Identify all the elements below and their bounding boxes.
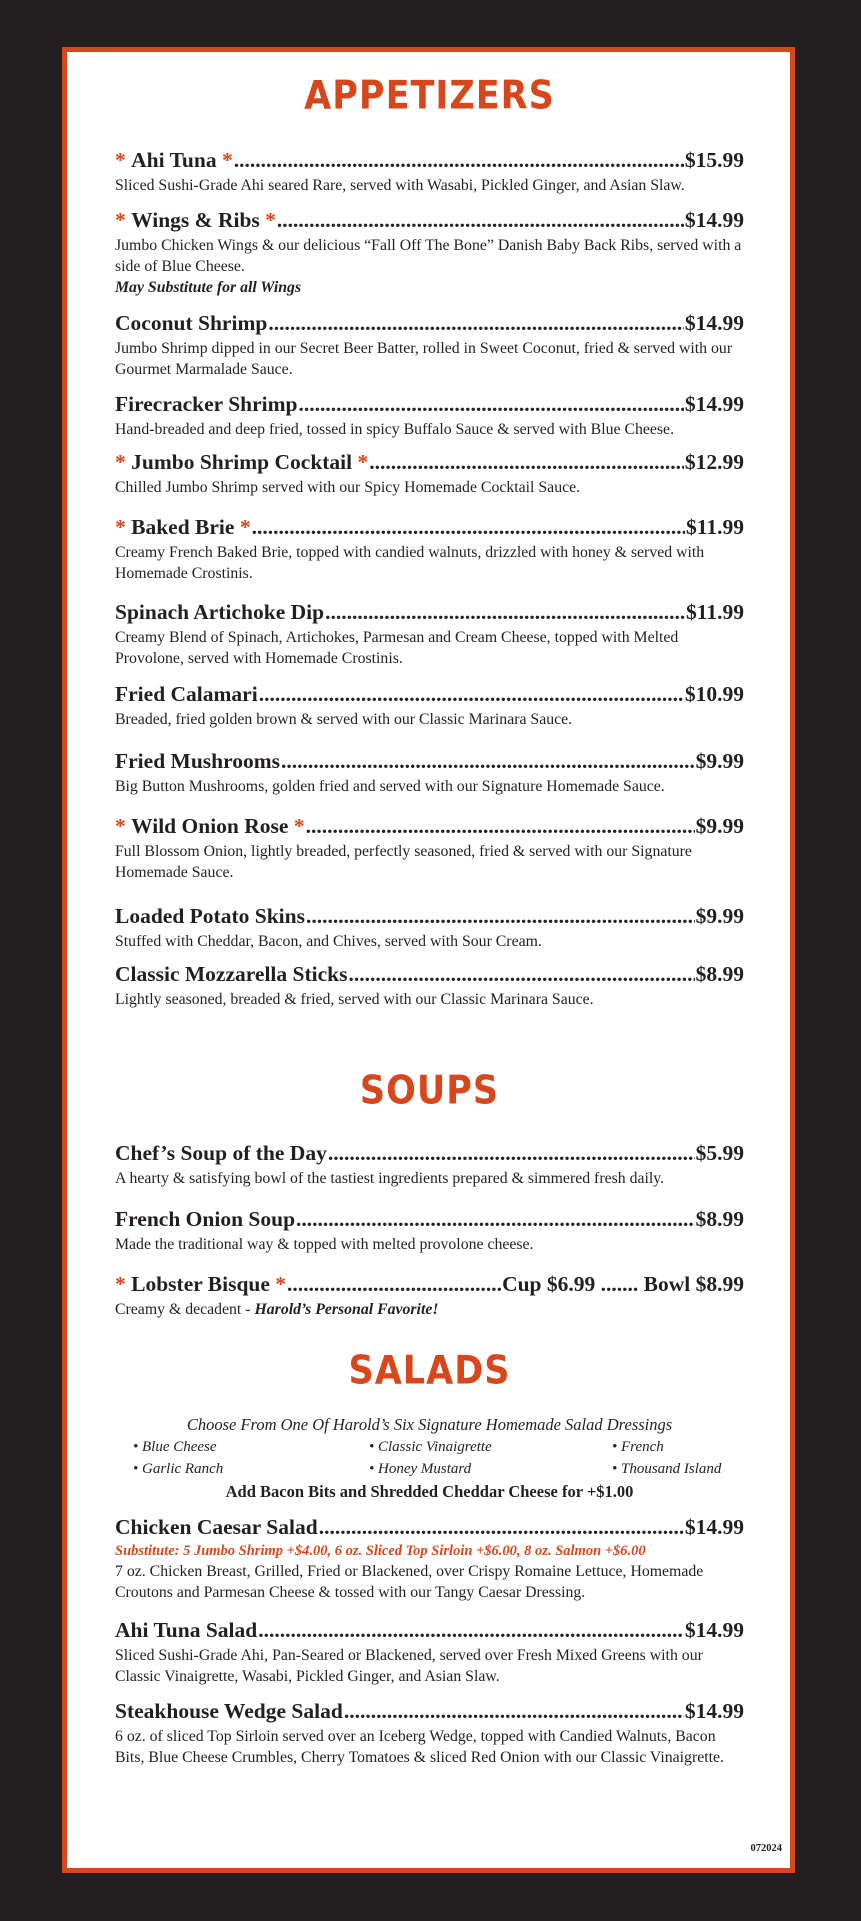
item-name: Chicken Caesar Salad	[115, 1515, 318, 1539]
item-name: Wild Onion Rose	[131, 814, 289, 838]
item-name: Lobster Bisque	[131, 1272, 270, 1296]
item-name: Fried Calamari	[115, 682, 258, 706]
dressing-option: • Honey Mustard	[369, 1461, 472, 1477]
item-description: Creamy Blend of Spinach, Artichokes, Parmesan and Cream Cheese, topped with Melted Provolone, served with Homemade Crostinis.	[115, 629, 679, 667]
menu-item-spinach-artichoke-dip	[115, 600, 744, 669]
item-description: Big Button Mushrooms, golden fried and served with our Signature Homemade Sauce.	[115, 778, 665, 795]
dot-leader	[287, 1272, 501, 1297]
item-price: $14.99	[684, 208, 744, 232]
menu-page	[62, 47, 795, 1873]
item-price: $14.99	[684, 1699, 744, 1723]
item-description-text: Creamy & decadent -	[115, 1301, 255, 1318]
menu-item-jumbo-shrimp-cocktail	[115, 450, 744, 498]
item-description-highlight: Harold’s Personal Favorite!	[254, 1301, 439, 1318]
item-description: Creamy French Baked Brie, topped with candied walnuts, drizzled with honey & served with Homemade Crostinis.	[115, 544, 705, 582]
item-description	[115, 1299, 744, 1320]
menu-item-steakhouse-wedge-salad	[115, 1699, 744, 1768]
item-description: Lightly seasoned, breaded & fried, served with our Classic Marinara Sauce.	[115, 991, 594, 1008]
dressings-list	[115, 1436, 744, 1480]
item-description: Chilled Jumbo Shrimp served with our Spicy Homemade Cocktail Sauce.	[115, 479, 581, 496]
item-name: Jumbo Shrimp Cocktail	[131, 450, 353, 474]
item-substitute-note: Substitute: 5 Jumbo Shrimp +$4.00, 6 oz. Sliced Top Sirloin +$6.00, 8 oz. Salmon +$6.00	[115, 1543, 646, 1559]
item-description: Full Blossom Onion, lightly breaded, perfectly seasoned, fried & served with our Signature Homemade Sauce.	[115, 843, 692, 881]
dot-leader-short: .......	[600, 1272, 639, 1296]
item-name: French Onion Soup	[115, 1207, 296, 1231]
menu-item-baked-brie	[115, 515, 744, 584]
item-price: $14.99	[684, 1515, 744, 1539]
menu-item-fried-mushrooms	[115, 749, 744, 797]
menu-item-ahi-tuna	[115, 148, 744, 196]
dot-leader	[277, 208, 684, 233]
dot-leader	[306, 904, 695, 929]
item-description: 6 oz. of sliced Top Sirloin served over an Iceberg Wedge, topped with Candied Walnuts, Bacon Bits, Blue Cheese Crumbles, Cherry Tomatoes & sliced Red Onion with our Classic Vinaigrette.	[115, 1728, 724, 1766]
dot-leader	[299, 392, 684, 417]
dot-leader	[258, 1618, 684, 1643]
signature-star-icon: *	[239, 515, 251, 539]
item-price: $14.99	[684, 392, 744, 416]
signature-star-icon: *	[115, 814, 126, 838]
signature-star-icon: *	[115, 1272, 126, 1296]
dot-leader	[306, 814, 695, 839]
dressings-heading: Choose From One Of Harold’s Six Signature Homemade Salad Dressings	[186, 1415, 673, 1434]
menu-item-mozzarella-sticks	[115, 962, 744, 1010]
item-description: Hand-breaded and deep fried, tossed in spicy Buffalo Sauce & served with Blue Cheese.	[115, 421, 675, 438]
item-price: $15.99	[684, 148, 744, 172]
signature-star-icon: *	[115, 515, 126, 539]
item-description: 7 oz. Chicken Breast, Grilled, Fried or Blackened, over Crispy Romaine Lettuce, Homemade Croutons and Parmesan Cheese & tossed with our Tangy Caesar Dressing.	[115, 1563, 704, 1601]
item-price: $14.99	[684, 311, 744, 335]
item-note: May Substitute for all Wings	[115, 279, 302, 296]
signature-star-icon: *	[221, 148, 233, 172]
menu-item-coconut-shrimp	[115, 311, 744, 380]
item-name: Wings & Ribs	[131, 208, 260, 232]
item-name: Ahi Tuna	[131, 148, 217, 172]
dot-leader	[328, 1141, 695, 1166]
item-price: $8.99	[695, 962, 744, 986]
menu-code: 072024	[750, 1843, 782, 1854]
dot-leader	[344, 1699, 684, 1724]
dressing-option: • Classic Vinaigrette	[369, 1439, 492, 1455]
item-description: A hearty & satisfying bowl of the tastiest ingredients prepared & simmered fresh daily.	[115, 1170, 665, 1187]
section-title-appetizers: APPETIZERS	[304, 74, 555, 119]
item-description: Breaded, fried golden brown & served with our Classic Marinara Sauce.	[115, 711, 573, 728]
item-price: $10.99	[684, 682, 744, 706]
menu-item-french-onion-soup	[115, 1207, 744, 1255]
section-title-salads: SALADS	[348, 1349, 511, 1394]
item-name: Fried Mushrooms	[115, 749, 281, 773]
dot-leader	[281, 749, 695, 774]
menu-item-firecracker-shrimp	[115, 392, 744, 440]
item-price: $8.99	[695, 1207, 744, 1231]
menu-item-chicken-caesar-salad	[115, 1515, 744, 1603]
dressing-option: • Garlic Ranch	[133, 1461, 224, 1477]
menu-item-fried-calamari	[115, 682, 744, 730]
dot-leader	[369, 450, 684, 475]
item-name: Coconut Shrimp	[115, 311, 268, 335]
dot-leader	[348, 962, 694, 987]
dressing-option: • French	[612, 1439, 664, 1455]
signature-star-icon: *	[115, 148, 126, 172]
item-price-cup: Cup $6.99	[502, 1272, 596, 1296]
item-name: Chef’s Soup of the Day	[115, 1141, 327, 1165]
dot-leader	[319, 1515, 684, 1540]
dot-leader	[325, 600, 685, 625]
dressing-option: • Blue Cheese	[133, 1439, 217, 1455]
item-price: $5.99	[695, 1141, 744, 1165]
item-price-bowl: Bowl $8.99	[643, 1272, 744, 1296]
item-name: Ahi Tuna Salad	[115, 1618, 258, 1642]
signature-star-icon: *	[265, 208, 276, 232]
item-price: $11.99	[686, 515, 744, 539]
item-price: $9.99	[695, 904, 744, 928]
menu-item-wings-ribs	[115, 208, 744, 298]
item-description: Stuffed with Cheddar, Bacon, and Chives, served with Sour Cream.	[115, 933, 542, 950]
item-name: Classic Mozzarella Sticks	[115, 962, 348, 986]
menu-item-wild-onion-rose	[115, 814, 744, 883]
dressings-addon: Add Bacon Bits and Shredded Cheddar Cheese for +$1.00	[225, 1482, 634, 1501]
dressing-option: • Thousand Island	[612, 1461, 722, 1477]
item-name: Spinach Artichoke Dip	[115, 600, 325, 624]
item-description: Sliced Sushi-Grade Ahi, Pan-Seared or Blackened, served over Fresh Mixed Greens with our Classic Vinaigrette, Wasabi, Pickled Ginger, and Asian Slaw.	[115, 1647, 703, 1685]
dot-leader	[259, 682, 684, 707]
item-price: $9.99	[695, 814, 744, 838]
section-title-soups: SOUPS	[359, 1069, 500, 1114]
dot-leader	[296, 1207, 695, 1232]
item-name: Loaded Potato Skins	[115, 904, 305, 928]
menu-item-soup-of-the-day	[115, 1141, 744, 1189]
item-description: Made the traditional way & topped with melted provolone cheese.	[115, 1236, 534, 1253]
signature-star-icon: *	[357, 450, 369, 474]
signature-star-icon: *	[115, 208, 126, 232]
signature-star-icon: *	[275, 1272, 287, 1296]
item-price: $12.99	[684, 450, 744, 474]
menu-item-lobster-bisque	[115, 1272, 744, 1320]
item-name: Firecracker Shrimp	[115, 392, 298, 416]
signature-star-icon: *	[293, 814, 305, 838]
dot-leader	[234, 148, 684, 173]
dot-leader	[268, 311, 684, 336]
item-name: Steakhouse Wedge Salad	[115, 1699, 343, 1723]
item-price: $9.99	[695, 749, 744, 773]
menu-item-ahi-tuna-salad	[115, 1618, 744, 1687]
item-description: Sliced Sushi-Grade Ahi seared Rare, served with Wasabi, Pickled Ginger, and Asian Slaw.	[115, 177, 685, 194]
item-price: $11.99	[686, 600, 744, 624]
dot-leader	[252, 515, 685, 540]
item-description: Jumbo Shrimp dipped in our Secret Beer Batter, rolled in Sweet Coconut, fried & served with our Gourmet Marmalade Sauce.	[115, 340, 733, 378]
dressings-block	[115, 1414, 744, 1504]
menu-item-loaded-potato-skins	[115, 904, 744, 952]
item-description: Jumbo Chicken Wings & our delicious “Fall Off The Bone” Danish Baby Back Ribs, served with a side of Blue Cheese.	[115, 237, 742, 275]
item-price: $14.99	[684, 1618, 744, 1642]
item-name: Baked Brie	[131, 515, 235, 539]
signature-star-icon: *	[115, 450, 126, 474]
